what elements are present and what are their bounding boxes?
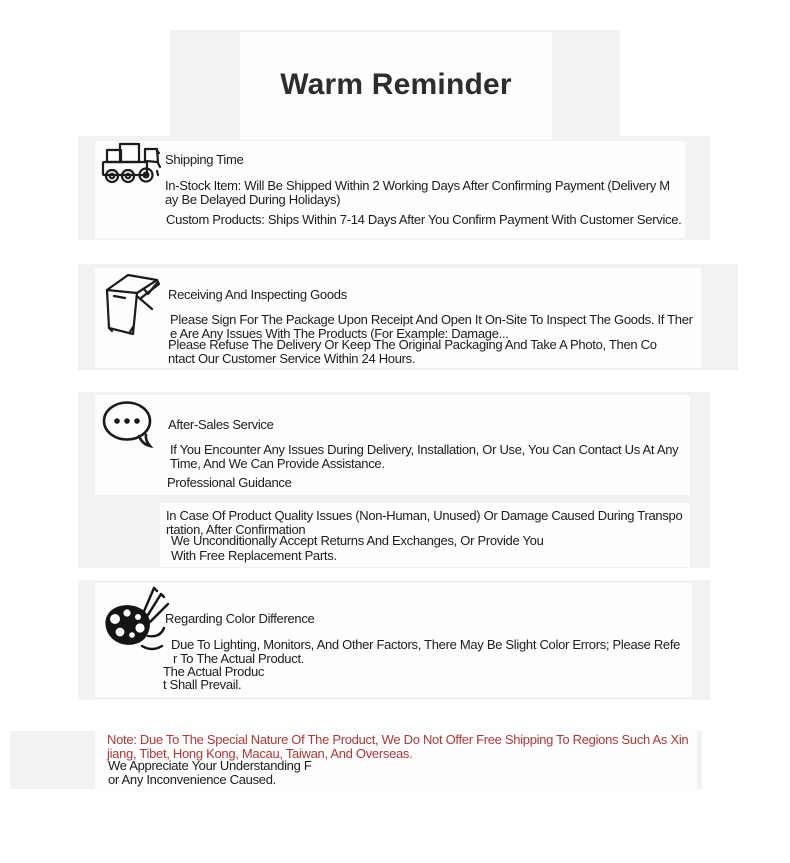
- aftersales-text-line: rtation, After Confirmation: [166, 522, 306, 537]
- colordiff-header: Regarding Color Difference: [165, 611, 315, 626]
- package-box-icon: [100, 271, 164, 346]
- aftersales-text-line: We Unconditionally Accept Returns And Exchanges, Or Provide You: [171, 533, 544, 548]
- paint-palette-icon: [98, 584, 172, 667]
- shipping-note-black-line: or Any Inconvenience Caused.: [108, 772, 276, 787]
- truck-icon: [100, 137, 162, 188]
- page-title: Warm Reminder: [280, 68, 512, 101]
- shipping-note-black-line: We Appreciate Your Understanding F: [108, 758, 312, 773]
- shipping-note-red-line: jiang, Tibet, Hong Kong, Macau, Taiwan, And Overseas.: [107, 746, 413, 761]
- shipping-header: Shipping Time: [165, 152, 244, 167]
- aftersales-text-line: With Free Replacement Parts.: [171, 548, 337, 563]
- shipping-text-line: Custom Products: Ships Within 7-14 Days After You Confirm Payment With Customer Service.: [166, 212, 682, 227]
- colordiff-text-line: t Shall Prevail.: [163, 677, 242, 692]
- aftersales-subheader: Professional Guidance: [167, 475, 292, 490]
- aftersales-text-line: Time, And We Can Provide Assistance.: [170, 456, 385, 471]
- shipping-note-red-line: Note: Due To The Special Nature Of The Product, We Do Not Offer Free Shipping To Regions Such As Xin: [107, 732, 689, 747]
- aftersales-header: After-Sales Service: [168, 417, 274, 432]
- receiving-text-line: Please Refuse The Delivery Or Keep The Original Packaging And Take A Photo, Then Co: [168, 337, 657, 352]
- colordiff-text-line: r To The Actual Product.: [173, 651, 305, 666]
- aftersales-text-line: If You Encounter Any Issues During Delivery, Installation, Or Use, You Can Contact Us At Any: [170, 442, 679, 457]
- shipping-text-line: In-Stock Item: Will Be Shipped Within 2 Working Days After Confirming Payment (Delivery M: [165, 178, 670, 193]
- colordiff-text-line: Due To Lighting, Monitors, And Other Factors, There May Be Slight Color Errors; Please Refe: [171, 637, 681, 652]
- colordiff-text-line: The Actual Produc: [163, 664, 265, 679]
- aftersales-text-line: In Case Of Product Quality Issues (Non-Human, Unused) Or Damage Caused During Transpo: [166, 508, 683, 523]
- shipping-text-line: ay Be Delayed During Holidays): [165, 192, 341, 207]
- receiving-header: Receiving And Inspecting Goods: [168, 287, 347, 302]
- receiving-text-line: Please Sign For The Package Upon Receipt And Open It On-Site To Inspect The Goods. If Ther: [170, 312, 693, 327]
- receiving-text-line: e Are Any Issues With The Products (For Example: Damage...: [170, 326, 509, 341]
- receiving-text-line: ntact Our Customer Service Within 24 Hours.: [168, 351, 416, 366]
- chat-bubble-icon: [100, 400, 158, 455]
